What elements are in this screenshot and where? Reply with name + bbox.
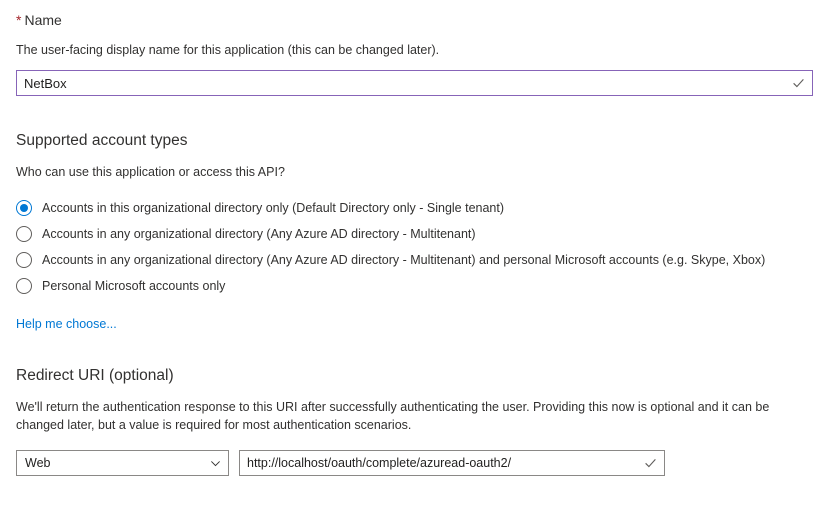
- redirect-uri-helper-text: We'll return the authentication response to this URI after successfully authenticating the user. Providing this now is optional and it can be changed later, but a value is required for most authentication scenarios.: [16, 400, 770, 432]
- chevron-down-icon: [210, 458, 221, 469]
- supported-account-types-group: [16, 130, 813, 331]
- name-input[interactable]: [17, 71, 812, 95]
- radio-icon: [16, 200, 32, 216]
- redirect-platform-value: Web: [25, 456, 51, 470]
- radio-label: Accounts in any organizational directory (Any Azure AD directory - Multitenant) and personal Microsoft accounts (e.g. Skype, Xbox): [42, 253, 766, 267]
- radio-label: Accounts in this organizational directory only (Default Directory only - Single tenant): [42, 201, 505, 215]
- name-input-wrapper[interactable]: [16, 70, 813, 96]
- account-types-heading: Supported account types: [16, 132, 188, 149]
- radio-option-multitenant-and-personal[interactable]: [16, 247, 813, 273]
- spacer-1: [16, 96, 813, 130]
- radio-option-personal-only[interactable]: [16, 273, 813, 299]
- redirect-uri-input-wrapper[interactable]: [239, 450, 665, 476]
- redirect-uri-row: [16, 450, 813, 476]
- redirect-uri-heading: Redirect URI (optional): [16, 367, 174, 384]
- help-me-choose-link[interactable]: Help me choose...: [16, 317, 117, 331]
- name-field-group: [16, 10, 813, 96]
- radio-option-multitenant[interactable]: [16, 221, 813, 247]
- account-types-question: Who can use this application or access this API?: [16, 165, 285, 179]
- account-types-radio-group: [16, 195, 813, 299]
- name-label: [16, 10, 813, 30]
- radio-option-single-tenant[interactable]: [16, 195, 813, 221]
- radio-icon: [16, 226, 32, 242]
- radio-label: Accounts in any organizational directory (Any Azure AD directory - Multitenant): [42, 227, 476, 241]
- redirect-uri-group: [16, 365, 813, 476]
- redirect-uri-input[interactable]: [240, 451, 664, 475]
- spacer-2: [16, 331, 813, 365]
- name-label-text: Name: [24, 12, 62, 28]
- name-helper-text: The user-facing display name for this application (this can be changed later).: [16, 43, 440, 57]
- radio-icon: [16, 278, 32, 294]
- redirect-platform-select[interactable]: [16, 450, 229, 476]
- radio-icon: [16, 252, 32, 268]
- radio-label: Personal Microsoft accounts only: [42, 279, 226, 293]
- required-asterisk: *: [16, 12, 22, 28]
